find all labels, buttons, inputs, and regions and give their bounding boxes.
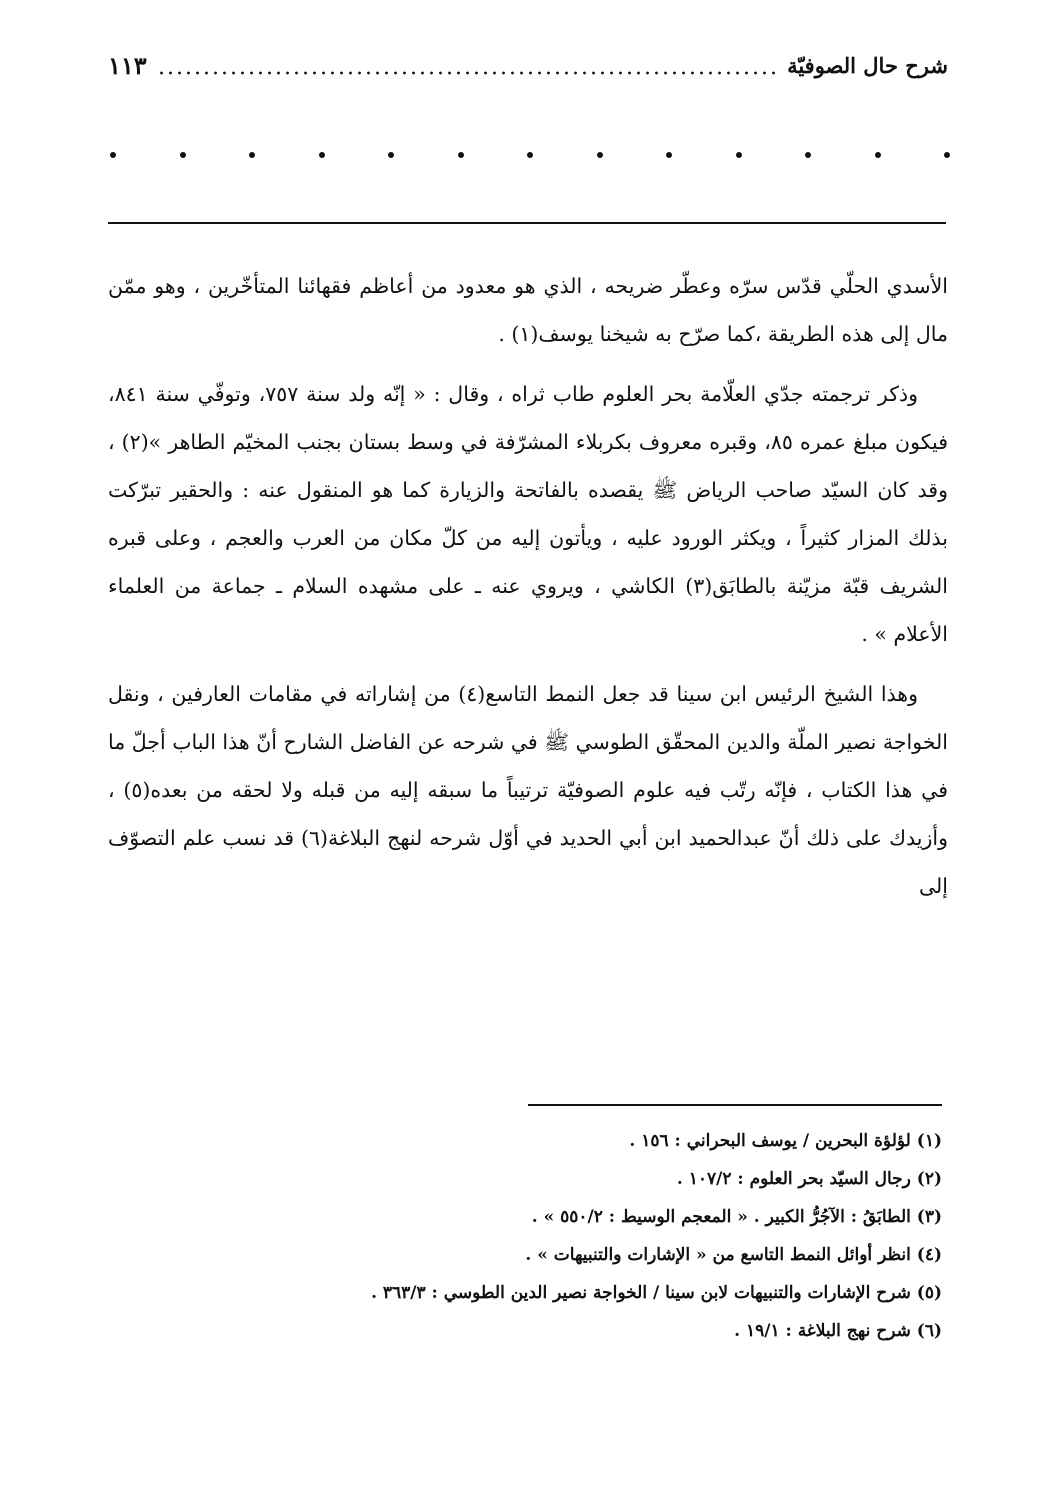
ornament-dot — [666, 152, 672, 158]
footnote: (٦) شرح نهج البلاغة : ١٩/١ . — [734, 1321, 942, 1341]
footnote: (١) لؤلؤة البحرين / يوسف البحراني : ١٥٦ . — [629, 1131, 942, 1151]
ornament-dot — [527, 152, 533, 158]
ornament-dot — [944, 152, 950, 158]
ornament-dot — [249, 152, 255, 158]
ornament-dot — [388, 152, 394, 158]
header-rule — [108, 222, 946, 224]
ornament-dot — [597, 152, 603, 158]
footnotes — [108, 1122, 948, 1350]
dot-leader — [157, 71, 777, 75]
ornament-dot — [110, 152, 116, 158]
ornament-dot — [805, 152, 811, 158]
ornament-dot — [180, 152, 186, 158]
ornament-dot — [319, 152, 325, 158]
footnote-rule — [528, 1104, 942, 1106]
ornament-dot — [875, 152, 881, 158]
ornament-dots — [110, 148, 950, 162]
paragraph: الأسدي الحلّي قدّس سرّه وعطّر ضريحه ، الذي هو معدود من أعاظم فقهائنا المتأخّرين ، وهو ممّن مال إلى هذه الطريقة ،كما صرّح به شيخنا يوسف(١) . — [108, 274, 948, 346]
footnote: (٥) شرح الإشارات والتنبيهات لابن سينا / الخواجة نصير الدين الطوسي : ٣٦٣/٣ . — [371, 1283, 942, 1303]
ornament-dot — [458, 152, 464, 158]
footnote: (٢) رجال السيّد بحر العلوم : ١٠٧/٢ . — [676, 1169, 942, 1189]
paragraph: وهذا الشيخ الرئيس ابن سينا قد جعل النمط التاسع(٤) من إشاراته في مقامات العارفين ، ونقل الخواجة نصير الملّة والدين المحقّق الطوسي ﷺ في شرحه عن الفاضل الشارح أنّ هذا الباب أجلّ ما في هذا الكتاب ، فإنّه رتّب فيه علوم الصوفيّة ترتيباً ما سبقه إليه من قبله ولا لحقه من بعده(٥) ، وأزيدك على ذلك أنّ عبدالحميد ابن أبي الحديد في أوّل شرحه لنهج البلاغة(٦) قد نسب علم التصوّف إلى — [108, 682, 948, 898]
running-title: شرح حال الصوفيّة — [787, 52, 948, 78]
running-header — [108, 40, 948, 90]
footnote: (٣) الطابَقُ : الآجُرُّ الكبير . « المعجم الوسيط : ٥٥٠/٢ » . — [531, 1207, 942, 1227]
page-number: ١١٣ — [108, 50, 147, 80]
paragraph: وذكر ترجمته جدّي العلّامة بحر العلوم طاب ثراه ، وقال : « إنّه ولد سنة ٧٥٧، وتوفّي سنة ٨٤١، فيكون مبلغ عمره ٨٥، وقبره معروف بكربلاء المشرّفة في وسط بستان بجنب المخيّم الطاهر »(٢) ، وقد كان السيّد صاحب الرياض ﷺ يقصده بالفاتحة والزيارة كما هو المنقول عنه : والحقير تبرّكت بذلك المزار كثيراً ، ويكثر الورود عليه ، ويأتون إليه من كلّ مكان من العرب والعجم ، وعلى قبره الشريف قبّة مزيّنة بالطابَق(٣) الكاشي ، ويروي عنه ـ على مشهده السلام ـ جماعة من العلماء الأعلام » . — [108, 382, 949, 646]
footnote: (٤) انظر أوائل النمط التاسع من « الإشارات والتنبيهات » . — [525, 1245, 942, 1265]
ornament-dot — [736, 152, 742, 158]
main-text — [108, 262, 948, 922]
